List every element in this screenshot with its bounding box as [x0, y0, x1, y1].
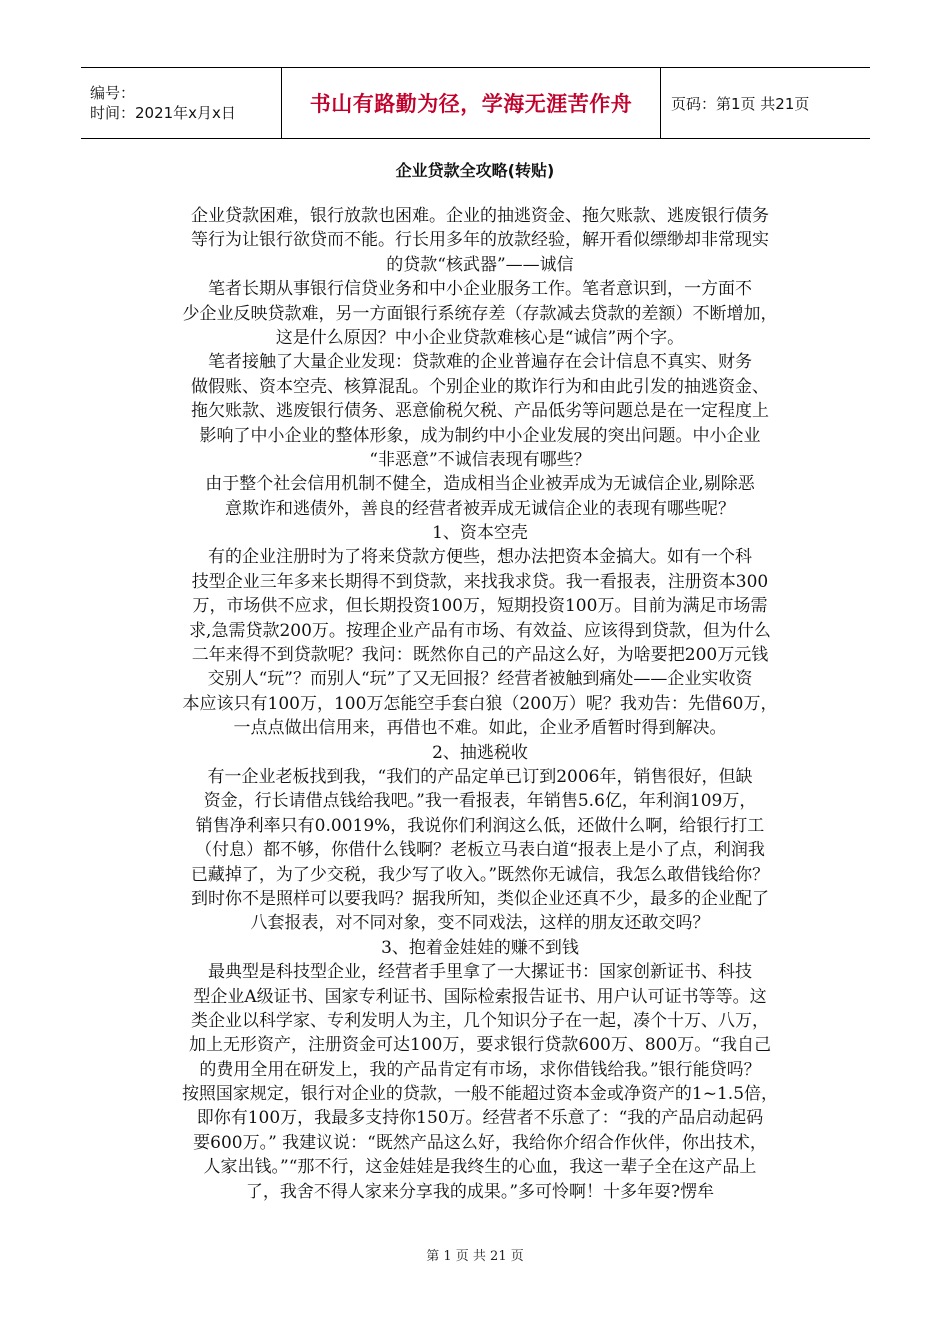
text-line: 要600万。” 我建议说：“既然产品这么好，我给你介绍合作伙伴，你出技术， — [193, 1132, 767, 1153]
text-line: 加上无形资产，注册资金可达100万，要求银行贷款600万、800万。“我自己 — [188, 1035, 772, 1056]
text-line: 已藏掉了，为了少交税，我少写了收入。”既然你无诚信，我怎么敢借钱给你？ — [190, 864, 770, 885]
text-line: 型企业A级证书、国家专利证书、国际检索报告证书、用户认可证书等等。这 — [193, 986, 767, 1007]
text-line: 这是什么原因？中小企业贷款难核心是“诚信”两个字。 — [275, 327, 685, 348]
text-line: 了，我舍不得人家来分享我的成果。”多可怜啊！十多年耍?愣牟 — [245, 1181, 715, 1202]
document-body — [140, 204, 820, 1204]
text-line: 资金，行长请借点钱给我吧。”我一看报表，年销售5.6亿，年利润109万， — [203, 791, 757, 812]
text-line: 笔者接触了大量企业发现：贷款难的企业普遍存在会计信息不真实、财务 — [208, 352, 752, 373]
text-line: 本应该只有100万，100万怎能空手套白狼（200万）呢？我劝告：先借60万， — [182, 693, 778, 714]
text-line: 技型企业三年多来长期得不到贷款，来找我求贷。我一看报表，注册资本300 — [191, 571, 769, 592]
text-line: 拖欠账款、逃废银行债务、恶意偷税欠税、产品低劣等问题总是在一定程度上 — [191, 401, 769, 422]
time-label: 时间：2021年x月x日 — [90, 104, 236, 122]
text-line: 笔者长期从事银行信贷业务和中小企业服务工作。笔者意识到，一方面不 — [208, 279, 752, 300]
text-line: 类企业以科学家、专利发明人为主，几个知识分子在一起，凑个十万、八万， — [191, 1010, 769, 1031]
text-line: 少企业反映贷款难，另一方面银行系统存差（存款减去贷款的差额）不断增加， — [182, 303, 778, 324]
text-line: 意欺诈和逃债外，善良的经营者被弄成无诚信企业的表现有哪些呢？ — [225, 498, 735, 519]
text-line: 销售净利率只有0.0019%，我说你们利润这么低，还做什么啊，给银行打工 — [195, 815, 765, 836]
text-line: 企业贷款困难，银行放款也困难。企业的抽逃资金、拖欠账款、逃废银行债务 — [191, 206, 769, 226]
text-line: 1、资本空壳 — [432, 523, 528, 544]
text-line: “非恶意”不诚信表现有哪些？ — [369, 449, 591, 470]
text-line: 八套报表，对不同对象，变不同戏法，这样的朋友还敢交吗？ — [250, 913, 710, 934]
text-line: 的费用全用在研发上，我的产品肯定有市场，求你借钱给我。”银行能贷吗？ — [199, 1059, 761, 1080]
text-line: 一点点做出信用来，再借也不难。如此，企业矛盾暂时得到解决。 — [233, 718, 727, 739]
text-line: 有一企业老板找到我，“我们的产品定单已订到2006年，销售很好，但缺 — [207, 766, 753, 787]
motto: 书山有路勤为径，学海无涯苦作舟 — [281, 68, 661, 138]
text-line: 万，市场供不应求，但长期投资100万，短期投资100万。目前为满足市场需 — [192, 596, 768, 617]
document-title: 企业贷款全攻略(转贴) — [395, 161, 555, 180]
text-line: 2、抽逃税收 — [432, 742, 528, 763]
text-line: （付息）都不够，你借什么钱啊？老板立马表白道“报表上是小了点，利润我 — [195, 840, 765, 861]
text-line: 做假账、资本空壳、核算混乱。个别企业的欺诈行为和由此引发的抽逃资金、 — [191, 376, 769, 397]
text-line: 到时你不是照样可以要我吗？据我所知，类似企业还真不少，最多的企业配了 — [191, 888, 769, 909]
text-line: 人家出钱。”“那不行，这金娃娃是我终生的心血，我这一辈子全在这产品上 — [203, 1157, 757, 1178]
text-line: 由于整个社会信用机制不健全，造成相当企业被弄成为无诚信企业,剔除恶 — [205, 474, 755, 495]
page-info: 页码：第1页 共21页 — [671, 94, 810, 113]
page-footer: 第 1 页 共 21 页 — [426, 1249, 524, 1264]
text-line: 影响了中小企业的整体形象，成为制约中小企业发展的突出问题。中小企业 — [199, 425, 761, 446]
text-line: 按照国家规定，银行对企业的贷款，一般不能超过资本金或净资产的1~1.5倍， — [181, 1084, 779, 1105]
text-line: 等行为让银行欲贷而不能。行长用多年的放款经验，解开看似缥缈却非常现实 — [191, 230, 769, 251]
text-line: 二年来得不到贷款呢？我问：既然你自己的产品这么好，为啥要把200万元钱 — [191, 645, 769, 666]
header-table — [81, 67, 870, 139]
text-line: 的贷款“核武器”——诚信 — [386, 254, 574, 275]
header-left-cell — [81, 68, 281, 138]
number-label: 编号： — [90, 84, 136, 102]
text-line: 即你有100万，我最多支持你150万。经营者不乐意了：“我的产品启动起码 — [196, 1108, 764, 1129]
text-line: 交别人“玩”？而别人“玩”了又无回报？经营者被触到痛处——企业实收资 — [207, 669, 753, 690]
text-line: 最典型是科技型企业，经营者手里拿了一大摞证书：国家创新证书、科技 — [208, 962, 752, 983]
text-line: 有的企业注册时为了将来贷款方便些，想办法把资本金搞大。如有一个科 — [208, 547, 752, 568]
text-line: 3、抱着金娃娃的赚不到钱 — [381, 937, 579, 958]
text-line: 求,急需贷款200万。按理企业产品有市场、有效益、应该得到贷款，但为什么 — [189, 620, 771, 641]
